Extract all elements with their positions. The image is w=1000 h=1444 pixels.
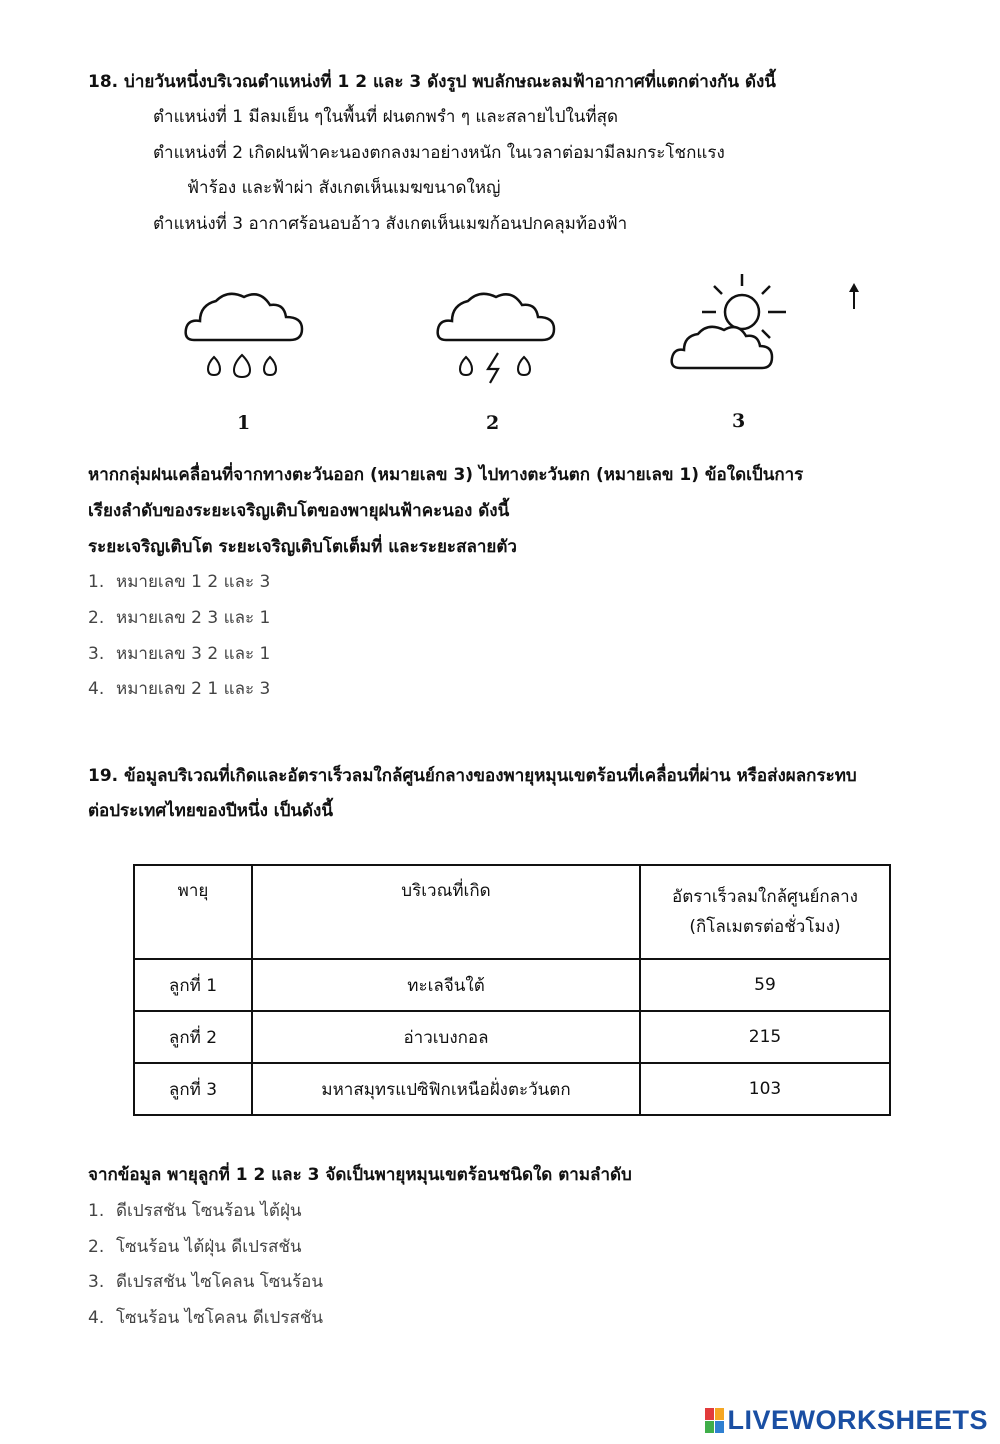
option-text: โซนร้อน ไต้ฝุ่น ดีเปรสชัน	[116, 1237, 302, 1257]
q18-position-3: ตำแหน่งที่ 3 อากาศร้อนอบอ้าว สังเกตเห็นเมฆก้อนปกคลุมท้องฟ้า	[153, 214, 628, 234]
q18-question-line2: เรียงลำดับของระยะเจริญเติบโตของพายุฝนฟ้าคะนอง ดังนี้	[88, 501, 510, 521]
liveworksheets-brand	[705, 1405, 988, 1436]
q18-option-2[interactable]	[88, 606, 270, 630]
cell-storm: ลูกที่ 1	[134, 959, 252, 1011]
q19-option-3[interactable]	[88, 1270, 323, 1294]
q18-position-2-line1: ตำแหน่งที่ 2 เกิดฝนฟ้าคะนองตกลงมาอย่างหนัก ในเวลาต่อมามีลมกระโชกแรง	[153, 143, 725, 163]
q18-option-4[interactable]	[88, 677, 270, 701]
q18-question-line1: หากกลุ่มฝนเคลื่อนที่จากทางตะวันออก (หมายเลข 3) ไปทางตะวันตก (หมายเลข 1) ข้อใดเป็นการ	[88, 465, 804, 485]
q18-position-1: ตำแหน่งที่ 1 มีลมเย็น ๆในพื้นที่ ฝนตกพรำ ๆ และสลายไปในที่สุด	[153, 107, 619, 127]
table-row	[134, 1063, 890, 1115]
option-text: หมายเลข 1 2 และ 3	[116, 572, 271, 592]
option-text: หมายเลข 3 2 และ 1	[116, 644, 271, 664]
option-text: หมายเลข 2 1 และ 3	[116, 679, 271, 699]
north-arrow-icon	[846, 282, 862, 310]
q18-title: 18. บ่ายวันหนึ่งบริเวณตำแหน่งที่ 1 2 และ 3 ดังรูป พบลักษณะลมฟ้าอากาศที่แตกต่างกัน ดังนี้	[88, 72, 776, 92]
storm-table	[133, 864, 891, 1116]
header-wind-speed-line1: อัตราเร็วลมใกล้ศูนย์กลาง	[672, 887, 858, 907]
option-number: 1.	[88, 1201, 105, 1221]
q18-position-2-line2: ฟ้าร้อง และฟ้าผ่า สังเกตเห็นเมฆขนาดใหญ่	[187, 178, 501, 198]
option-number: 4.	[88, 1308, 105, 1328]
option-number: 2.	[88, 1237, 105, 1257]
q19-option-1[interactable]	[88, 1199, 302, 1223]
cell-origin: ทะเลจีนใต้	[252, 959, 640, 1011]
cell-storm: ลูกที่ 2	[134, 1011, 252, 1063]
icon-label-3: 3	[732, 410, 746, 432]
option-number: 3.	[88, 644, 105, 664]
q19-option-2[interactable]	[88, 1235, 302, 1259]
table-row	[134, 1011, 890, 1063]
option-number: 2.	[88, 608, 105, 628]
option-text: ดีเปรสชัน ไซโคลน โซนร้อน	[116, 1272, 323, 1292]
q19-title-line2: ต่อประเทศไทยของปีหนึ่ง เป็นดังนี้	[88, 801, 333, 821]
option-number: 4.	[88, 679, 105, 699]
icon-label-1: 1	[237, 412, 251, 434]
cell-origin: มหาสมุทรแปซิฟิกเหนือฝั่งตะวันตก	[252, 1063, 640, 1115]
option-number: 1.	[88, 572, 105, 592]
table-row	[134, 959, 890, 1011]
cell-wind-speed: 215	[640, 1011, 890, 1063]
rain-cloud-icon	[180, 285, 310, 385]
q19-title-line1: 19. ข้อมูลบริเวณที่เกิดและอัตราเร็วลมใกล้ศูนย์กลางของพายุหมุนเขตร้อนที่เคลื่อนที่ผ่าน หรือส่งผลกระทบ	[88, 766, 857, 786]
sun-cloud-icon	[668, 272, 793, 382]
table-header-row	[134, 865, 890, 959]
cell-wind-speed: 103	[640, 1063, 890, 1115]
option-text: หมายเลข 2 3 และ 1	[116, 608, 271, 628]
header-wind-speed	[640, 865, 890, 959]
liveworksheets-logo-icon	[705, 1408, 724, 1433]
thunderstorm-cloud-icon	[432, 285, 562, 385]
q19-question: จากข้อมูล พายุลูกที่ 1 2 และ 3 จัดเป็นพายุหมุนเขตร้อนชนิดใด ตามลำดับ	[88, 1165, 632, 1185]
option-text: ดีเปรสชัน โซนร้อน ไต้ฝุ่น	[116, 1201, 302, 1221]
q18-question-line3: ระยะเจริญเติบโต ระยะเจริญเติบโตเต็มที่ และระยะสลายตัว	[88, 537, 517, 557]
q18-option-1[interactable]	[88, 570, 270, 594]
q18-option-3[interactable]	[88, 642, 270, 666]
q19-option-4[interactable]	[88, 1306, 323, 1330]
option-number: 3.	[88, 1272, 105, 1292]
cell-storm: ลูกที่ 3	[134, 1063, 252, 1115]
icon-label-2: 2	[486, 412, 500, 434]
option-text: โซนร้อน ไซโคลน ดีเปรสชัน	[116, 1308, 323, 1328]
brand-text: LIVEWORKSHEETS	[727, 1405, 988, 1435]
cell-wind-speed: 59	[640, 959, 890, 1011]
header-storm: พายุ	[134, 865, 252, 959]
header-wind-speed-line2: (กิโลเมตรต่อชั่วโมง)	[689, 917, 841, 937]
header-origin: บริเวณที่เกิด	[252, 865, 640, 959]
cell-origin: อ่าวเบงกอล	[252, 1011, 640, 1063]
